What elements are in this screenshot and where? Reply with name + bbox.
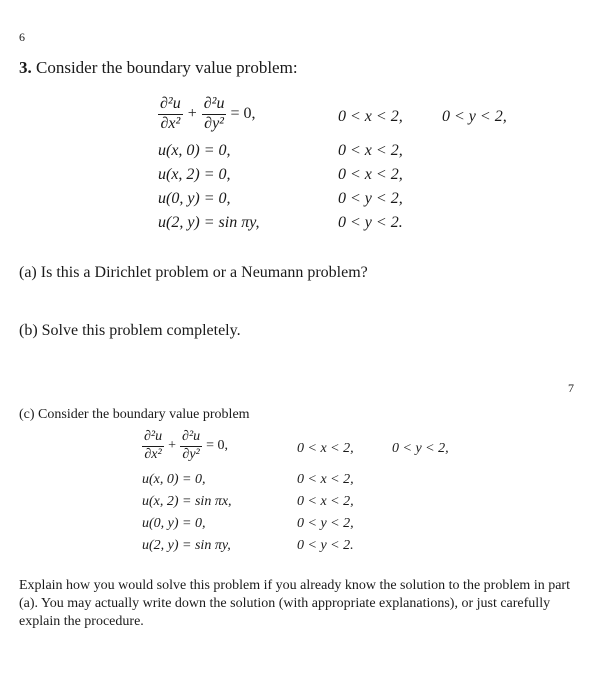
problem-heading — [19, 58, 298, 78]
c-bc-line: u(x, 0) = 0, — [142, 472, 206, 487]
c-frac1-num: ∂²u — [142, 430, 164, 447]
problem-number: 3. — [19, 58, 32, 77]
bc-cond: 0 < x < 2, — [338, 142, 403, 159]
bc-line: u(0, y) = 0, — [158, 190, 231, 207]
page-number-right: 7 — [568, 381, 574, 395]
bc-line: u(2, y) = sin πy, — [158, 214, 260, 231]
pde-frac1-den: ∂x² — [160, 114, 181, 132]
pde-frac2-den: ∂y² — [204, 114, 224, 132]
problem-intro: Consider the boundary value problem: — [36, 58, 298, 77]
c-pde-plus: + — [168, 438, 177, 454]
bc-cond: 0 < y < 2. — [338, 214, 403, 231]
bc-cond: 0 < x < 2, — [338, 166, 403, 183]
pde-plus: + — [187, 105, 197, 123]
c-bc-line: u(x, 2) = sin πx, — [142, 494, 232, 509]
pde-rhs: = 0, — [230, 105, 256, 123]
page-number-top: 6 — [19, 30, 25, 44]
c-bc-line: u(0, y) = 0, — [142, 516, 206, 531]
pde-frac1-num: ∂²u — [158, 96, 183, 115]
bc-cond: 0 < y < 2, — [338, 190, 403, 207]
c-bc-cond: 0 < y < 2, — [297, 516, 354, 531]
c-pde-cond-x: 0 < x < 2, — [297, 441, 354, 456]
bc-line: u(x, 0) = 0, — [158, 142, 231, 159]
pde-equation — [158, 96, 255, 133]
c-bc-line: u(2, y) = sin πy, — [142, 538, 231, 553]
c-frac2-den: ∂y² — [182, 446, 200, 462]
part-a-question: (a) Is this a Dirichlet problem or a Neumann problem? — [19, 264, 368, 281]
part-b-question: (b) Solve this problem completely. — [19, 322, 241, 339]
pde-frac2-num: ∂²u — [202, 96, 227, 115]
bc-line: u(x, 2) = 0, — [158, 166, 231, 183]
c-frac2-num: ∂²u — [180, 430, 202, 447]
c-pde-cond-y: 0 < y < 2, — [392, 441, 449, 456]
pde-cond-y: 0 < y < 2, — [442, 108, 507, 125]
c-bc-cond: 0 < x < 2, — [297, 494, 354, 509]
part-c-explanation: Explain how you would solve this problem if you already know the solution to the problem in part (a). You may actually write down the solution (with appropriate explanations), or just carefully explain the procedure. — [19, 578, 570, 629]
c-pde-rhs: = 0, — [206, 438, 229, 454]
c-bc-cond: 0 < y < 2. — [297, 538, 354, 553]
c-frac1-den: ∂x² — [144, 446, 162, 462]
pde-cond-x: 0 < x < 2, — [338, 108, 403, 125]
part-c-intro: (c) Consider the boundary value problem — [19, 407, 250, 422]
part-c-pde-equation — [142, 430, 228, 462]
c-bc-cond: 0 < x < 2, — [297, 472, 354, 487]
